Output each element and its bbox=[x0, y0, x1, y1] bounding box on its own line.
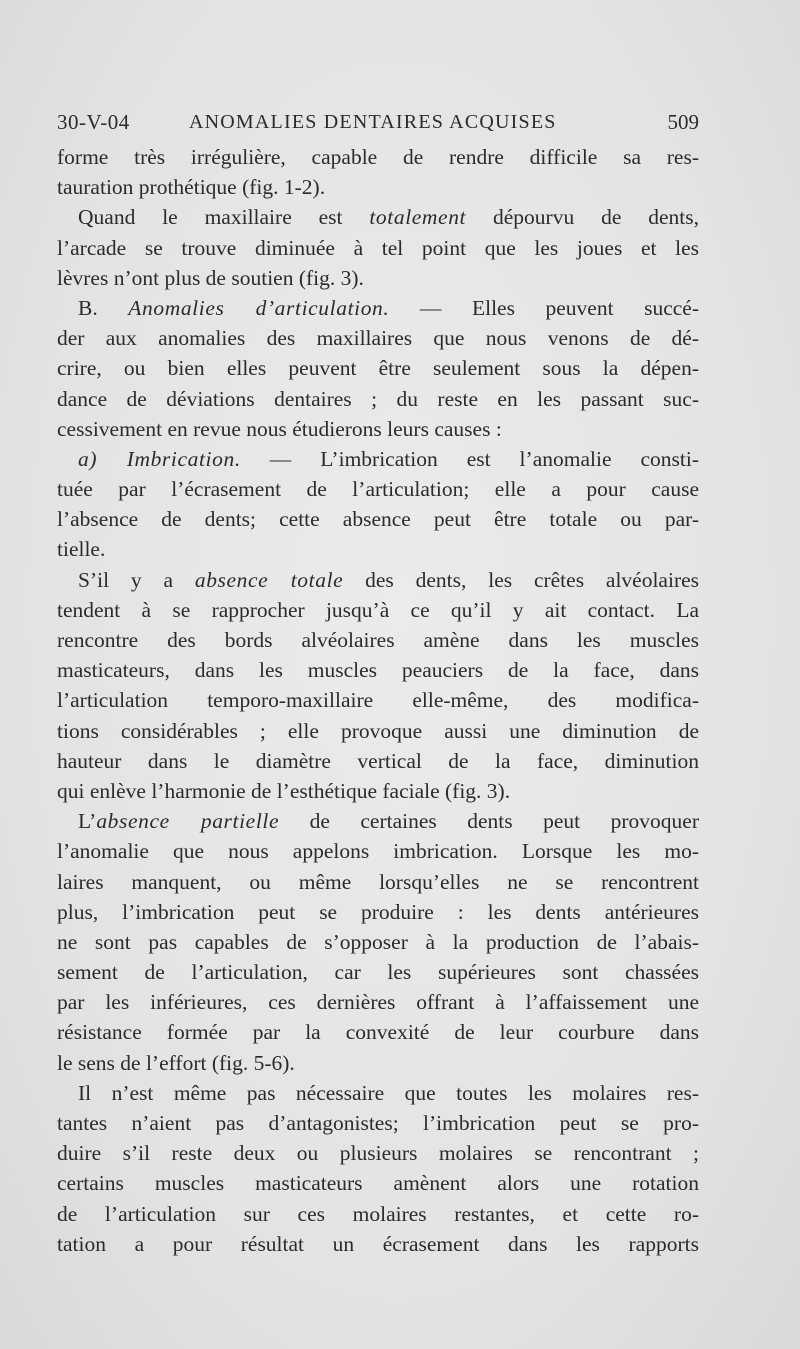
text-line bbox=[57, 1078, 699, 1108]
text-line bbox=[57, 1108, 699, 1138]
text-run: tuée par l’écrasement de l’articulation; elle a pour cause bbox=[57, 477, 699, 502]
text-run: lèvres n’ont plus de soutien (fig. 3). bbox=[57, 265, 364, 290]
text-run: Il n’est même pas nécessaire que toutes les molaires res- bbox=[78, 1080, 699, 1105]
text-line bbox=[57, 836, 699, 866]
running-title: ANOMALIES DENTAIRES ACQUISES bbox=[189, 111, 557, 133]
italic-text: absence partielle bbox=[96, 809, 280, 834]
text-run: tielle. bbox=[57, 537, 106, 562]
text-run: plus, l’imbrication peut se produire : les dents antérieures bbox=[57, 899, 699, 924]
text-run: tation a pour résultat un écrasement dans les rapports bbox=[57, 1231, 699, 1256]
text-run: de l’articulation sur ces molaires restantes, et cette ro- bbox=[57, 1201, 699, 1226]
text-run: — L’imbrication est l’anomalie consti- bbox=[240, 446, 699, 471]
italic-text: totalement bbox=[369, 205, 467, 230]
text-line bbox=[57, 565, 699, 595]
text-run: de certaines dents peut provoquer bbox=[279, 809, 699, 834]
text-run: B. bbox=[78, 295, 129, 320]
text-run: tantes n’aient pas d’antagonistes; l’imbrication peut se pro- bbox=[57, 1111, 699, 1135]
text-line bbox=[57, 776, 699, 806]
text-run: dance de déviations dentaires ; du reste en les passant suc- bbox=[57, 386, 699, 411]
text-run: cessivement en revue nous étudierons leurs causes : bbox=[57, 416, 502, 441]
text-run: Quand le maxillaire est bbox=[78, 205, 370, 230]
text-run: l’absence de dents; cette absence peut être totale ou par- bbox=[57, 507, 699, 532]
running-header bbox=[57, 106, 699, 138]
text-line bbox=[57, 655, 699, 685]
text-line bbox=[57, 595, 699, 625]
text-run: masticateurs, dans les muscles peauciers de la face, dans bbox=[57, 658, 699, 683]
folio-date: 30-V-04 bbox=[57, 110, 130, 134]
text-line bbox=[57, 716, 699, 746]
text-line bbox=[57, 202, 699, 232]
text-line bbox=[57, 957, 699, 987]
text-line bbox=[57, 293, 699, 323]
text-line bbox=[57, 444, 699, 474]
page-number: 509 bbox=[667, 110, 699, 134]
text-run: crire, ou bien elles peuvent être seulement sous la dépen- bbox=[57, 356, 699, 381]
text-line bbox=[57, 867, 699, 897]
text-run: laires manquent, ou même lorsqu’elles ne se rencontrent bbox=[57, 869, 699, 894]
text-run: forme très irrégulière, capable de rendre difficile sa res- bbox=[57, 145, 699, 169]
text-run: der aux anomalies des maxillaires que nous venons de dé- bbox=[57, 326, 699, 351]
text-run: l’anomalie que nous appelons imbrication. Lorsque les mo- bbox=[57, 839, 699, 864]
text-run: duire s’il reste deux ou plusieurs molaires se rencontrant ; bbox=[57, 1141, 699, 1166]
text-line bbox=[57, 625, 699, 655]
text-line bbox=[57, 172, 699, 202]
text-line bbox=[57, 414, 699, 444]
text-line bbox=[57, 1229, 699, 1259]
text-line bbox=[57, 897, 699, 927]
text-run: par les inférieures, ces dernières offrant à l’affaissement une bbox=[57, 990, 699, 1015]
text-run: ne sont pas capables de s’opposer à la production de l’abais- bbox=[57, 929, 699, 954]
text-line bbox=[57, 927, 699, 957]
text-line bbox=[57, 1168, 699, 1198]
text-run: dépourvu de dents, bbox=[466, 205, 699, 230]
text-line bbox=[57, 1048, 699, 1078]
text-run: le sens de l’effort (fig. 5-6). bbox=[57, 1050, 295, 1075]
text-run: qui enlève l’harmonie de l’esthétique faciale (fig. 3). bbox=[57, 778, 511, 803]
italic-text: absence totale bbox=[194, 567, 344, 592]
text-line bbox=[57, 263, 699, 293]
text-run: — Elles peuvent succé- bbox=[389, 295, 699, 320]
text-run: sement de l’articulation, car les supérieures sont chassées bbox=[57, 960, 699, 985]
text-line bbox=[57, 987, 699, 1017]
italic-text: a) Imbrication. bbox=[78, 446, 241, 471]
text-line bbox=[57, 233, 699, 263]
text-run: tions considérables ; elle provoque aussi une diminution de bbox=[57, 718, 699, 743]
body-text bbox=[57, 142, 699, 1259]
text-line bbox=[57, 685, 699, 715]
text-line bbox=[57, 746, 699, 776]
text-line bbox=[57, 353, 699, 383]
text-run: l’arcade se trouve diminuée à tel point que les joues et les bbox=[57, 235, 699, 260]
text-run: L’ bbox=[78, 809, 97, 834]
text-run: rencontre des bords alvéolaires amène dans les muscles bbox=[57, 628, 699, 652]
italic-text: Anomalies d’articulation. bbox=[128, 295, 390, 320]
text-run: l’articulation temporo-maxillaire elle-même, des modifica- bbox=[57, 688, 699, 713]
text-run: tendent à se rapprocher jusqu’à ce qu’il y ait contact. La bbox=[57, 597, 699, 622]
text-run: résistance formée par la convexité de leur courbure dans bbox=[57, 1020, 699, 1045]
text-line bbox=[57, 142, 699, 172]
text-line bbox=[57, 1017, 699, 1047]
text-line bbox=[57, 806, 699, 836]
text-line bbox=[57, 504, 699, 534]
text-line bbox=[57, 323, 699, 353]
text-line bbox=[57, 474, 699, 504]
text-line bbox=[57, 384, 699, 414]
text-line bbox=[57, 534, 699, 564]
text-run: hauteur dans le diamètre vertical de la face, diminution bbox=[57, 748, 699, 773]
text-line bbox=[57, 1138, 699, 1168]
text-run: certains muscles masticateurs amènent alors une rotation bbox=[57, 1171, 699, 1196]
text-line bbox=[57, 1199, 699, 1229]
text-run: S’il y a bbox=[78, 567, 195, 592]
text-run: tauration prothétique (fig. 1-2). bbox=[57, 175, 326, 200]
text-run: des dents, les crêtes alvéolaires bbox=[343, 567, 699, 592]
